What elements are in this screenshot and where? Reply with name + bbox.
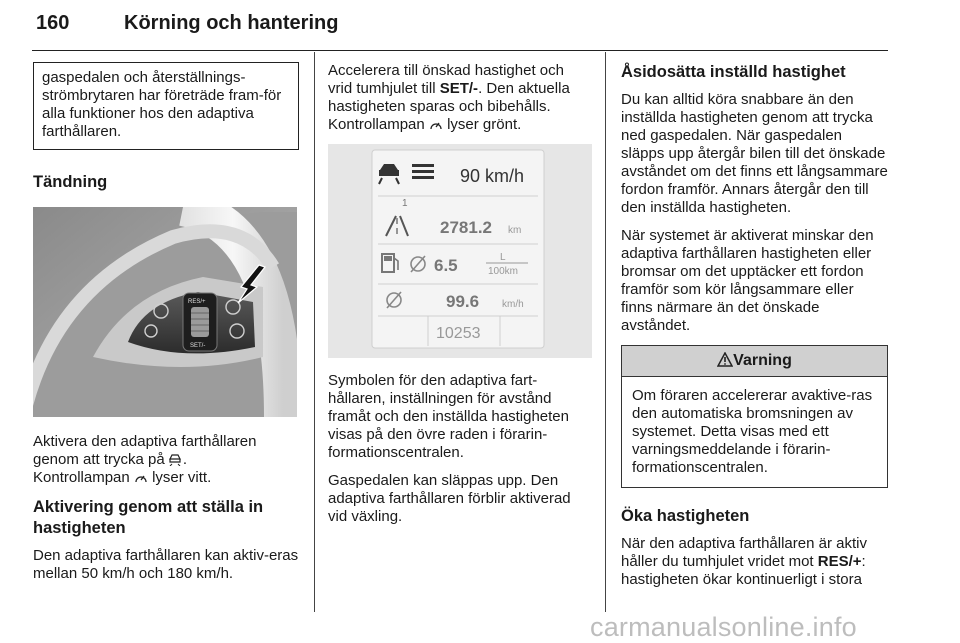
para-increase-text: När den adaptiva farthållaren är aktiv håller du tumhjulet vridet mot xyxy=(621,535,867,570)
warning-title: Varning xyxy=(733,352,792,369)
res-button-label: RES/+ xyxy=(817,553,862,570)
para-activate-suffix: . xyxy=(182,451,188,468)
trip-distance-value: 2781.2 xyxy=(440,218,492,237)
res-label: RES/+ xyxy=(188,299,206,305)
steering-wheel-illustration xyxy=(33,207,297,417)
average-speed-unit: km/h xyxy=(502,299,524,310)
trip-number: 1 xyxy=(402,198,408,209)
para-active: När systemet är aktiverat minskar den adaptiva farthållaren hastigheten eller bromsar om det upptäcker ett fordon framför som kör långsammare eller finns närmare än det önskade avståndet. xyxy=(621,227,874,334)
fuel-consumption-value: 6.5 xyxy=(434,256,458,275)
para-accelerate xyxy=(328,62,592,134)
para-activate-light-suffix: lyser vitt. xyxy=(152,469,212,486)
heading-ignition: Tändning xyxy=(33,173,108,191)
set-speed-readout: 90 km/h xyxy=(460,166,525,186)
para-symbol: Symbolen för den adaptiva fart-hållaren, inställningen för avstånd framåt och den inställda hastigheten visas på den övre raden i förarin-formationscentralen. xyxy=(328,372,569,461)
para-light-suffix: lyser grönt. xyxy=(447,116,522,133)
column-divider-2 xyxy=(605,52,606,612)
instrument-cluster-figure xyxy=(328,144,592,358)
para-activate-light-prefix: Kontrollampan xyxy=(33,469,130,486)
warning-text: Om föraren accelererar avaktive-ras den automatiska bromsningen av systemet. Detta visas med ett varningsmeddelande i förarin-formationscentralen. xyxy=(632,387,873,476)
column-3 xyxy=(621,62,888,599)
warning-box xyxy=(621,345,888,488)
heading-override: Åsidosätta inställd hastighet xyxy=(621,63,846,81)
adaptive-cruise-icon xyxy=(169,454,183,466)
trip-distance-unit: km xyxy=(508,225,522,236)
para-accelerate-text: Accelerera till önskad hastighet och vrid tumhjulet till xyxy=(328,62,564,97)
note-text: gaspedalen och återställnings-strömbrytaren har företräde fram-för alla funktioner hos den adaptiva farthållaren. xyxy=(42,69,282,140)
para-increase-suffix: : hastigheten ökar kontinuerligt i stora xyxy=(621,553,866,588)
para-override: Du kan alltid köra snabbare än den inställda hastigheten genom att trycka ned gaspedalen. När gaspedalen släpps upp återgår bilen till det önskade avståndet om det finns ett långsammare fordon framför. Annars återgår den till den inställda hastigheten. xyxy=(621,91,888,216)
column-1 xyxy=(33,62,299,593)
driver-info-display xyxy=(328,144,592,358)
set-label: SET/- xyxy=(190,343,206,349)
warning-header xyxy=(622,346,887,377)
odometer-value: 10253 xyxy=(436,325,481,342)
para-activate xyxy=(33,433,299,487)
para-accelerate-suffix: . Den aktuella hastigheten sparas och bibehålls. xyxy=(328,80,570,115)
average-speed-value: 99.6 xyxy=(446,292,480,311)
cruise-control-lamp-icon xyxy=(134,472,148,484)
para-increase xyxy=(621,535,888,589)
steering-wheel-figure xyxy=(33,207,297,417)
cruise-control-lamp-icon xyxy=(429,119,443,131)
section-title: Körning och hantering xyxy=(124,12,339,34)
heading-increase: Öka hastigheten xyxy=(621,507,750,525)
fuel-unit-top: L xyxy=(500,252,506,263)
para-release: Gaspedalen kan släppas upp. Den adaptiva farthållaren förblir aktiverad vid växling. xyxy=(328,472,571,525)
column-divider-1 xyxy=(314,52,315,612)
fuel-unit-bottom: 100km xyxy=(488,266,519,277)
watermark: carmanualsonline.info xyxy=(590,612,857,642)
note-box xyxy=(33,62,299,150)
page-number: 160 xyxy=(36,12,70,34)
page-header xyxy=(32,10,888,51)
set-button-label: SET/- xyxy=(439,80,479,97)
warning-triangle-icon xyxy=(717,352,733,367)
para-speed-range: Den adaptiva farthållaren kan aktiv-eras mellan 50 km/h och 180 km/h. xyxy=(33,547,299,582)
para-activate-text: Aktivera den adaptiva farthållaren genom att trycka på xyxy=(33,433,257,468)
distance-bars-icon xyxy=(412,164,434,179)
para-light-prefix: Kontrollampan xyxy=(328,116,425,133)
heading-activation: Aktivering genom att ställa in hastigheten xyxy=(33,498,264,537)
column-2 xyxy=(328,62,592,536)
